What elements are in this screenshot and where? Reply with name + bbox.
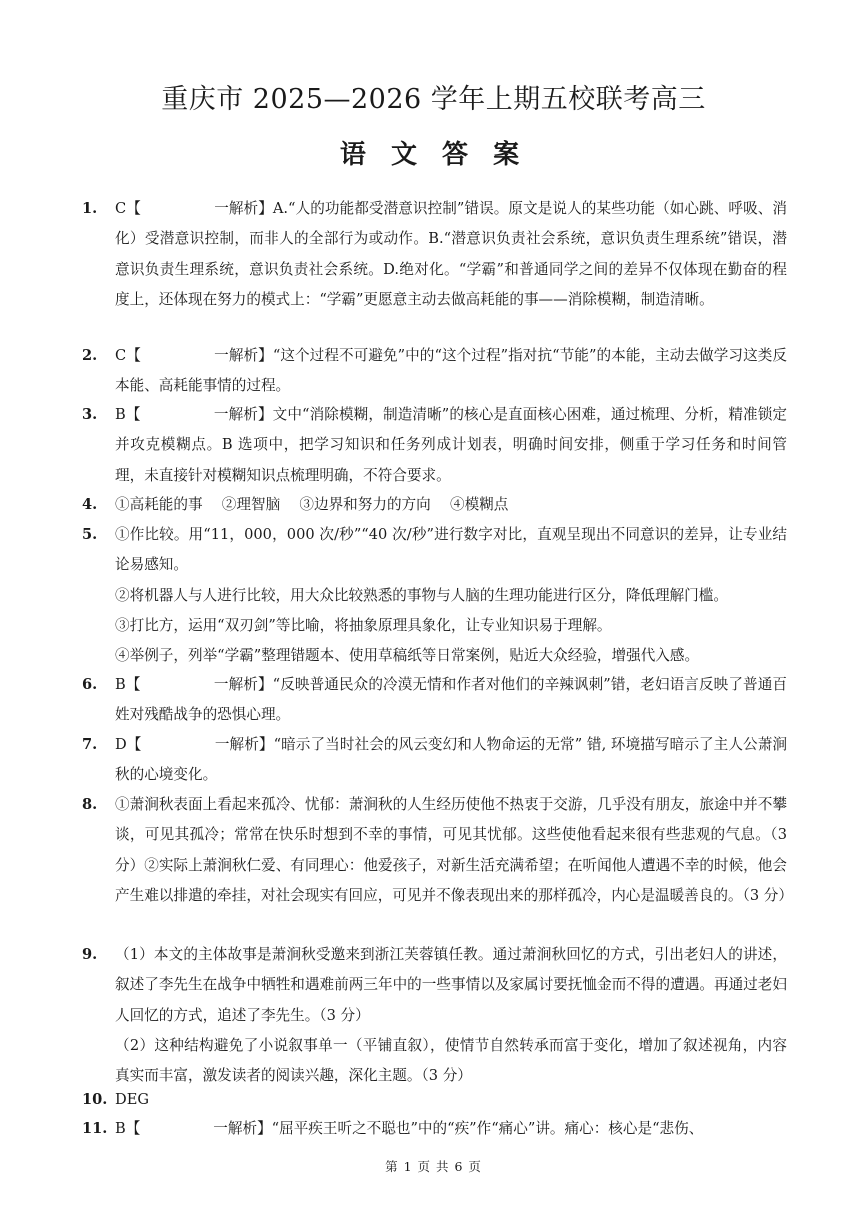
item-number: 7. [82, 736, 98, 753]
item-text: B【 一解析】“屈平疾王听之不聪也”中的“疾”作“痛心”讲。痛心：核心是“悲伤、 [115, 1120, 704, 1137]
item-text: （2）这种结构避免了小说叙事单一（平铺直叙），使情节自然转承而富于变化，增加了叙述视角，内容真实而丰富，激发读者的阅读兴趣，深化主题。（3 分） [115, 1036, 787, 1085]
item-number: 1. [82, 200, 98, 217]
item-body [115, 940, 787, 1091]
item-text: B【 一解析】文中“消除模糊，制造清晰”的核心是直面核心困难，通过梳理、分析，精准锁定并攻克模糊点。B 选项中，把学习知识和任务列成计划表，明确时间安排，侧重于学习任务和时间管理，未直接针对模糊知识点梳理明确，不符合要求。 [115, 406, 787, 484]
item-body [115, 670, 787, 731]
item-text: ②将机器人与人进行比较，用大众比较熟悉的事物与人脑的生理功能进行区分，降低理解门槛。 [115, 586, 728, 604]
item-body [115, 400, 787, 491]
item-body [115, 194, 787, 315]
item-text: ①高耗能的事 ②理智脑 ③边界和努力的方向 ④模糊点 [115, 496, 509, 513]
item-number: 4. [82, 496, 98, 513]
item-body [115, 790, 793, 911]
item-number: 6. [82, 676, 98, 693]
item-body [115, 341, 787, 402]
page-footer: 第 1 页 共 6 页 [385, 1159, 482, 1174]
item-body [115, 490, 787, 520]
item-text: ①萧涧秋表面上看起来孤冷、忧郁：萧涧秋的人生经历使他不热衷于交游，几乎没有朋友，旅途中并不攀谈，可见其孤冷；常常在快乐时想到不幸的事情，可见其忧郁。这些使他看起来很有些悲观的气息。（3 分）②实际上萧涧秋仁爱、有同理心：他爱孩子，对新生活充满希望；在听闻他人遭遇不幸的时候，他会产生难以排遣的牵挂，对社会现实有回应，可见并不像表现出来的那样孤冷，内心是温暖善良的。（3 分） [115, 796, 793, 904]
item-number: 2. [82, 347, 98, 364]
item-text: C【 一解析】“这个过程不可避免”中的“这个过程”指对抗“节能”的本能，主动去做学习这类反本能、高耗能事情的过程。 [115, 347, 787, 395]
item-text: ④举例子，列举“学霸”整理错题本、使用草稿纸等日常案例，贴近大众经验，增强代入感。 [115, 647, 700, 665]
item-body [115, 520, 787, 671]
item-body [115, 1114, 787, 1144]
document-title: 重庆市 2025—2026 学年上期五校联考高三 [161, 84, 706, 115]
item-text: D【 一解析】“暗示了当时社会的风云变幻和人物命运的无常” 错, 环境描写暗示了主人公萧涧秋的心境变化。 [115, 736, 787, 784]
item-text: （1）本文的主体故事是萧涧秋受邀来到浙江芙蓉镇任教。通过萧涧秋回忆的方式，引出老妇人的讲述，叙述了李先生在战争中牺牲和遇难前两三年中的一些事情以及家属讨要抚恤金而不得的遭遇。再通过老妇人回忆的方式，追述了李先生。（3 分） [115, 946, 787, 1024]
document-subtitle: 语 文 答 案 [339, 140, 528, 170]
item-text: ③打比方，运用“双刃剑”等比喻，将抽象原理具象化，让专业知识易于理解。 [115, 616, 612, 634]
item-number: 5. [82, 526, 98, 543]
item-number: 9. [82, 946, 98, 963]
item-body [115, 730, 787, 791]
item-number: 10. [82, 1091, 108, 1108]
item-number: 3. [82, 406, 98, 423]
item-number: 11. [82, 1120, 108, 1137]
item-text: C【 一解析】A.“人的功能都受潜意识控制”错误。原文是说人的某些功能（如心跳、呼吸、消化）受潜意识控制，而非人的全部行为或动作。B.“潜意识负责社会系统，意识负责生理系统”错误，潜意识负责生理系统，意识负责社会系统。D.绝对化。“学霸”和普通同学之间的差异不仅体现在勤奋的程度上，还体现在努力的模式上：“学霸”更愿意主动去做高耗能的事——消除模糊，制造清晰。 [115, 200, 787, 308]
item-text: DEG [115, 1091, 150, 1108]
item-body [115, 1085, 787, 1115]
item-text: ①作比较。用“11，000，000 次/秒”“40 次/秒”进行数字对比，直观呈现出不同意识的差异，让专业结论易感知。 [115, 526, 787, 574]
item-text: B【 一解析】“反映普通民众的冷漠无情和作者对他们的辛辣讽刺”错，老妇语言反映了普通百姓对残酷战争的恐惧心理。 [115, 676, 787, 724]
item-number: 8. [82, 796, 98, 813]
